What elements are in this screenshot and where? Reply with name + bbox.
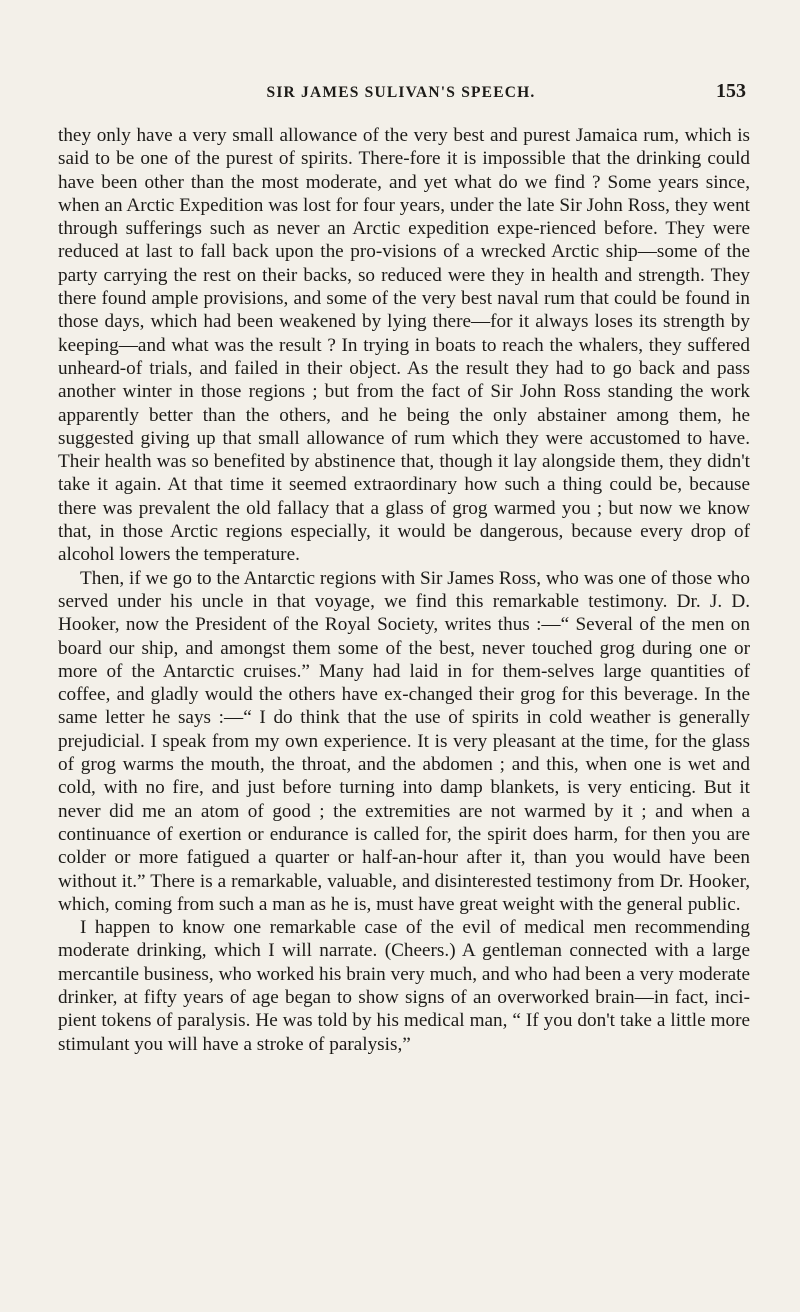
paragraph: Then, if we go to the Antarctic regions with Sir James Ross, who was one of those who served under his uncle in that voyage, we find this remarkable testimony. Dr. J. D. Hooker, now the President of the Royal Society, writes thus :—“ Several of the men on board our ship, and amongst them some of the best, never touched grog during one or more of the Antarctic cruises.” Many had laid in for them-selves large quantities of coffee, and gladly would the others have ex-changed their grog for this beverage. In the same letter he says :—“ I do think that the use of spirits in cold weather is generally prejudicial. I speak from my own experience. It is very pleasant at the time, for the glass of grog warms the mouth, the throat, and the abdomen ; and this, when one is wet and cold, with no fire, and just before turning into damp blankets, is very enticing. But it never did me an atom of good ; the extremities are not warmed by it ; and when a continuance of exertion or endurance is called for, the spirit does harm, for then you are colder or more fatigued a quarter or half-an-hour after it, than you would have been without it.” There is a remarkable, valuable, and disinterested testimony from Dr. Hooker, which, coming from such a man as he is, must have great weight with the general public. [58, 567, 750, 915]
body-text [58, 124, 750, 1056]
page-header [56, 76, 746, 110]
paragraph: I happen to know one remarkable case of the evil of medical men recommending moderate drinking, which I will narrate. (Cheers.) A gentleman connected with a large mercantile business, who worked his brain very much, and who had been a very moderate drinker, at fifty years of age began to show signs of an overworked brain—in fact, inci-pient tokens of paralysis. He was told by his medical man, “ If you don't take a little more stimulant you will have a stroke of paralysis,” [58, 917, 750, 1055]
page-number: 153 [716, 80, 746, 102]
paragraph: they only have a very small allowance of the very best and purest Jamaica rum, which is said to be one of the purest of spirits. There-fore it is impossible that the drinking could have been other than the most moderate, and yet what do we find ? Some years since, when an Arctic Expedition was lost for four years, under the late Sir John Ross, they went through sufferings such as never an Arctic expedition expe-rienced before. They were reduced at last to fall back upon the pro-visions of a wrecked Arctic ship—some of the party carrying the rest on their backs, so reduced were they in health and strength. They there found ample provisions, and some of the very best naval rum that could be found in those days, which had been weakened by lying there—for it always loses its strength by keeping—and what was the result ? In trying in boats to reach the whalers, they suffered unheard-of trials, and failed in their object. As the result they had to go back and pass another winter in those regions ; but from the fact of Sir John Ross standing the work apparently better than the others, and he being the only abstainer among them, he suggested giving up that small allowance of rum which they were accustomed to have. Their health was so benefited by abstinence that, though it lay alongside them, they didn't take it again. At that time it seemed extraordinary how such a thing could be, because there was prevalent the old fallacy that a glass of grog warmed you ; but now we know that, in those Arctic regions especially, it would be dangerous, because every drop of alcohol lowers the temperature. [58, 125, 750, 566]
running-head: SIR JAMES SULIVAN'S SPEECH. [266, 84, 536, 101]
